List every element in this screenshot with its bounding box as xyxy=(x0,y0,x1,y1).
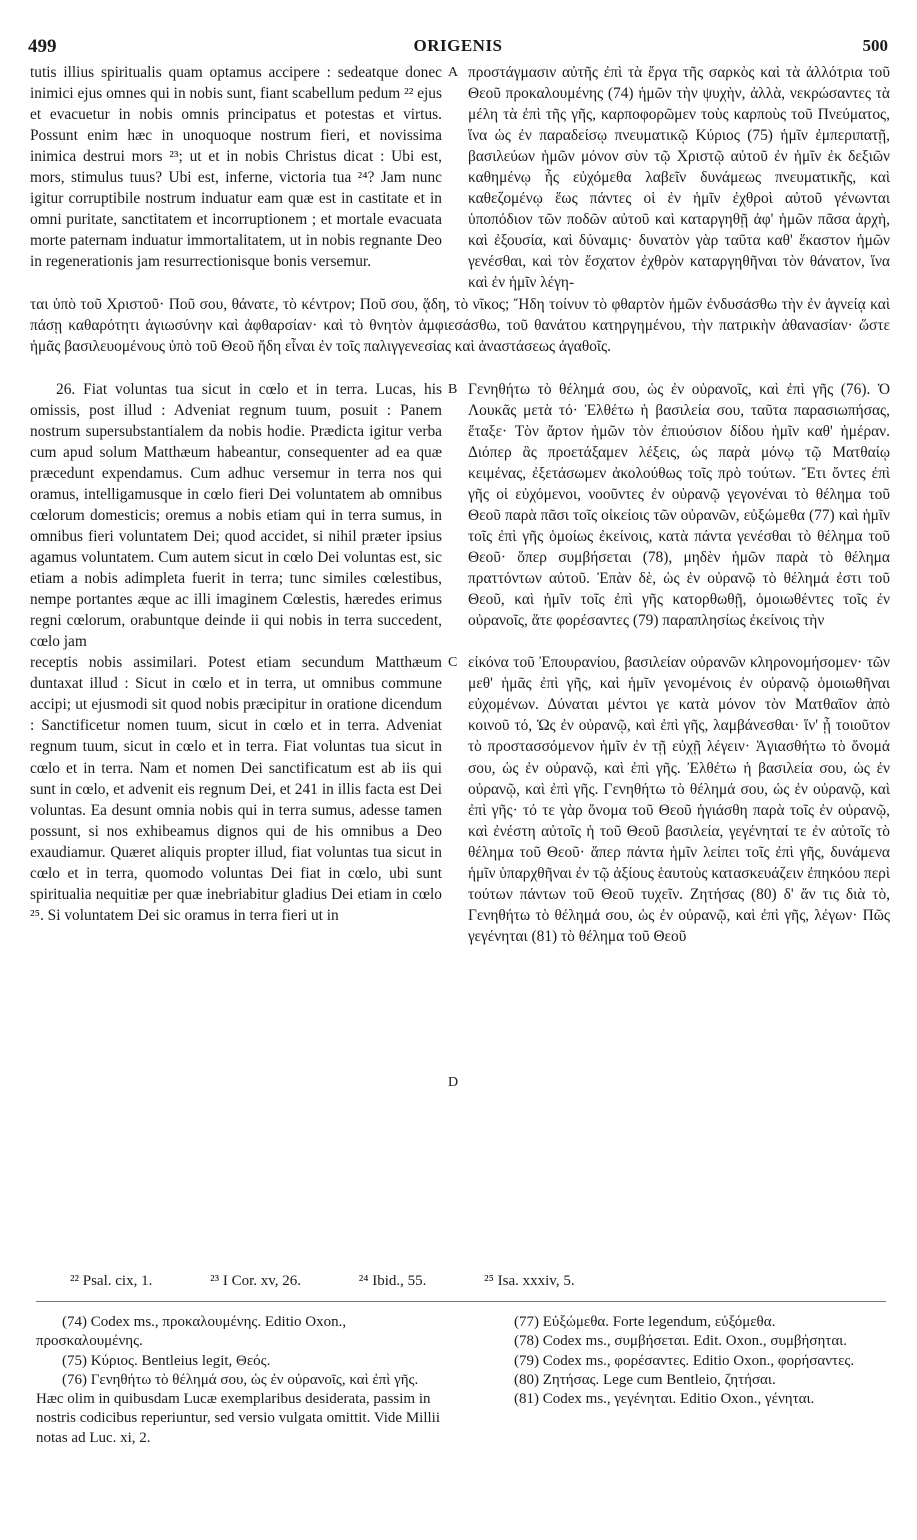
page-number-right: 500 xyxy=(862,36,888,55)
margin-marker-a: A xyxy=(448,65,459,80)
note-74: (74) Codex ms., προκαλουμένης. Editio Oxon., προσκαλουμένης. xyxy=(36,1314,347,1350)
greek-column-section-one: προστάγμασιν αὐτῆς ἐπὶ τὰ ἔργα τῆς σαρκὸς καὶ τὰ ἀλλότρια τοῦ Θεοῦ προκαλουμένης (74) ἡμῶν τὴν ψυχὴν, ἀλλὰ, νεκρώσαντες τὰ μέλη τὰ ἐπὶ τῆς γῆς, καρποφορῶμεν τοὺς καρποὺς τοῦ Πνεύματος, ἵνα ὡς ἐν παραδείσῳ πνευματικῷ Κύριος (75) ἡμῖν ἐμπεριπατῇ, βασιλεύων ἡμῶν μόνον σὺν τῷ Χριστῷ αὐτοῦ ἐν ἡμῖν ἐκ δεξιῶν καθημένῳ ἧς εὐχόμεθα λαβεῖν δυνάμεως πνευματικῆς, καὶ καθεζομένῳ ἕως πάντες οἱ ἐν ἡμῖν ἐχθροὶ αὐτοῦ γένωνται ὑποπόδιον τῶν ποδῶν αὐτοῦ καὶ καταργηθῇ ἀφ' ἡμῶν πᾶσα ἀρχὴ, καὶ ἐξουσία, καὶ δύναμις· δυνατὸν γὰρ ταῦτα καθ' ἕκαστον ἡμῶν γενέσθαι, καὶ τὸν ἔσχατον ἐχθρὸν καταργηθῆναι τὸν θάνατον, ἵνα καὶ ἐν ἡμῖν λέγη- xyxy=(468,64,890,292)
margin-marker-c: C xyxy=(448,655,458,671)
latin-column-section-one: tutis illius spiritualis quam optamus accipere : sedeatque donec inimici ejus omnes qui in nobis sunt, fiant scabellum pedum ²² ejus et evacuetur in nobis omnis principatus et potestas et virtus. Possunt enim hæc in unoquoque nostrum fieri, et novissima inimica destrui mors ²³; ut et in nobis Christus dicat : Ubi est, mors, stimulus tuus? Ubi est, inferne, victoria tua ²⁴? Jam nunc igitur corruptibile nostrum induatur eam quæ est in castitate et in omni puritate, sanctitatem et incorruptionem ; et mortale evacuata morte paternam induatur immortalitatem, ut in nobis regnante Deo in regenerationis jam resurrectionisque bonis versemur. xyxy=(30,64,442,271)
scripture-ref: ²⁵ Isa. xxxiv, 5. xyxy=(484,1273,575,1289)
page-number-left: 499 xyxy=(28,36,57,57)
section-two-c-columns xyxy=(30,652,890,1091)
greek-column-section-c: εἰκόνα τοῦ Ἐπουρανίου, βασιλείαν οὐρανῶν κληρονομήσομεν· τῶν μεθ' ἡμᾶς ἐπὶ γῆς, καὶ ἡμῖν γενομένοις ἐν οὐρανῷ ὁμοιωθῆναι εὐχομένων. Δύναται μέντοι γε κατὰ μόνον τὸν Ματθαῖον ἀπὸ κοινοῦ τό, Ὡς ἐν οὐρανῷ, καὶ ἐπὶ γῆς, λαμβάνεσθαι· ἵν' ᾖ τοιοῦτον τὸ προστασσόμενον ἡμῖν ἐν τῇ εὐχῇ λέγειν· Ἁγιασθήτω τὸ ὄνομά σου, ὡς ἐν οὐρανῷ, καὶ ἐπὶ γῆς. Ἐλθέτω ἡ βασιλεία σου, ὡς ἐν οὐρανῷ, καὶ ἐπὶ γῆς. Γενηθήτω τὸ θέλημά σου, ὡς ἐν οὐρανῷ, καὶ ἐπὶ γῆς· τό τε γὰρ ὄνομα τοῦ Θεοῦ ἡγιάσθη παρὰ τοῖς ἐν οὐρανῷ, καὶ ἐνέστη αὐτοῖς ἡ τοῦ Θεοῦ βασιλεία, γεγένηταί τε ἐν αὐτοῖς τὸ θέλημα τοῦ Θεοῦ· ἅπερ πάντα ἡμῖν λείπει τοῖς ἐπὶ γῆς, δυνάμενα ἡμῖν ὑπαρχθῆναι ἐν τῷ ἀξίους ἑαυτοὺς κατασκευάζειν ἐπηκόου περὶ τούτων πάντων τοῦ Θεοῦ τυχεῖν. Ζητήσας (80) δ' ἄν τις διὰ τὸ, Γενηθήτω τὸ θέλημά σου, ὡς ἐν οὐρανῷ, καὶ ἐπὶ γῆς, λέγων· Πῶς γεγένηται (81) τὸ θέλημα τοῦ Θεοῦ xyxy=(468,654,890,945)
notes-right-column xyxy=(488,1313,868,1448)
note-76: (76) Γενηθήτω τὸ θέλημά σου, ὡς ἐν οὐρανοῖς, καὶ ἐπὶ γῆς. Hæc olim in quibusdam Lucæ exemplaribus desiderata, passim in nostris codicibus reperiuntur, sed versio vulgata omittit. Vide Millii notas ad Luc. xi, 2. xyxy=(36,1371,440,1446)
scripture-ref: ²⁴ Ibid., 55. xyxy=(358,1273,427,1289)
note-81: (81) Codex ms., γεγένηται. Editio Oxon., γένηται. xyxy=(514,1391,815,1408)
greek-full-width-paragraph: ται ὑπὸ τοῦ Χριστοῦ· Ποῦ σου, θάνατε, τὸ κέντρον; Ποῦ σου, ᾅδη, τὸ νῖκος; Ἤδη τοίνυν τὸ φθαρτὸν ἡμῶν ἐνδυσάσθω τὴν ἐν ἁγνείᾳ καὶ πάσῃ καθαρότητι ἁγιωσύνην καὶ ἀφθαρσίαν· καὶ τὸ θνητὸν ἀμφιεσάσθω, τοῦ θανάτου κατηργημένου, τὴν πατρικὴν ἀθανασίαν· ὥστε ἡμᾶς βασιλευομένους ὑπὸ τοῦ Θεοῦ ἤδη εἶναι ἐν τοῖς παλιγγενεσίας καὶ ἀναστάσεως ἀγαθοῖς. xyxy=(30,295,890,355)
greek-column-section-b: Γενηθήτω τὸ θέλημά σου, ὡς ἐν οὐρανοῖς, καὶ ἐπὶ γῆς (76). Ὁ Λουκᾶς μετὰ τό· Ἐλθέτω ἡ βασιλεία σου, ταῦτα παρασιωπήσας, ἔταξε· Τὸν ἄρτον ἡμῶν τὸν ἐπιούσιον δίδου ἡμῖν καθ' ἡμέραν. Διόπερ ἃς προετάξαμεν λέξεις, ὡς παρὰ μόνῳ τῷ Ματθαίῳ κειμένας, ἐξετάσωμεν ἀκολούθως τοῖς πρὸ τούτων. Ἔτι ὄντες ἐπὶ γῆς οἱ εὐχόμενοι, νοοῦντες ἐν οὐρανῷ γεγονέναι τὸ θέλημα τοῦ Θεοῦ παρὰ πᾶσι τοῖς οἰκείοις τῶν οὐρανῶν, εὐξώμεθα (77) καὶ ἡμῖν τοῖς ἐπὶ γῆς ὁμοίως ἐκείνοις, κατὰ πάντα γενέσθαι τὸ θέλημα τοῦ Θεοῦ· ὅπερ συμβήσεται (78), μηδὲν ἡμῶν παρὰ τὸ θέλημα πραττόντων αὐτοῦ. Ἐπὰν δὲ, ὡς ἐν οὐρανῷ τὸ θέλημά ἐστι τοῦ Θεοῦ, καὶ ἡμῖν τοῖς ἐπὶ γῆς κατορθωθῇ, ὁμοιωθέντες τοῖς ἐν οὐρανοῖς, ἅτε φορέσαντες (79) παραπλησίως ἐκείνοις τὴν xyxy=(468,380,890,630)
latin-column-section-b: 26. Fiat voluntas tua sicut in cœlo et in terra. Lucas, his omissis, post illud : Adveniat regnum tuum, posuit : Panem nostrum supersubstantialem da nobis hodie. Prædicta igitur verba cum apud solum Matthæum habeantur, consequenter ad ea quæ præcedunt expendamus. Cum adhuc versemur in terra nos qui oramus, intelligamusque in cœlo fieri Dei voluntatem ab omnibus cœlorum domesticis; oremus a nobis etiam qui in terra sumus, in omnibus fieri voluntatem Dei; quod accidet, si nihil præter ipsius agamus voluntatem. Cum autem sicut in cœlo Dei voluntas est, sic etiam a nobis adimpleta fuerit in terra; tunc similes cœlestibus, nempe portantes æque ac illi imaginem Cœlestis, hæredes erimus regni cœlorum, orabuntque deinde ii qui nobis in terra succedent, cœlo jam xyxy=(30,380,442,651)
text-body xyxy=(30,62,890,1091)
note-75: (75) Κύριος. Bentleius legit, Θεός. xyxy=(62,1352,271,1369)
latin-column-section-c: receptis nobis assimilari. Potest etiam secundum Matthæum duntaxat illud : Sicut in cœlo et in terra, ut omnibus commune accipi; ut ejusmodi sit quod nobis præcipitur in oratione dicendum : Sanctificetur nomen tuum, sicut in cœlo et in terra. Adveniat regnum tuum, sicut in cœlo et in terra. Fiat voluntas tua sicut in cœlo et in terra. Nam et nomen Dei sanctificatum est ab iis qui sunt in cœlo, et advenit eis regnum Dei, et 241 in illis facta est Dei voluntas. Ea desunt omnia nobis qui in terra sumus, adesse tamen possunt, si nos exhibeamus dignos qui de his omnibus a Deo exaudiamur. Quæret aliquis propter illud, fiat voluntas tua sicut in cœlo et in terra, quomodo voluntas Dei fiat in cœlo, ubi sunt spiritualia nequitiæ per quæ inebriabitur gladius Dei etiam in cœlo ²⁵. Si voluntatem Dei sic oramus in terra fieri ut in xyxy=(30,654,442,924)
footnote-divider xyxy=(36,1301,886,1302)
note-77: (77) Εὐξώμεθα. Forte legendum, εὐξόμεθα. xyxy=(514,1314,776,1330)
running-header xyxy=(28,36,888,60)
margin-marker-d: D xyxy=(448,1075,459,1091)
scripture-references xyxy=(70,1273,870,1290)
marker-column xyxy=(442,62,468,294)
section-one-columns xyxy=(30,62,890,294)
note-79: (79) Codex ms., φορέσαντες. Editio Oxon., φορήσαντες. xyxy=(514,1352,855,1369)
scripture-ref: ²² Psal. cix, 1. xyxy=(70,1273,153,1289)
margin-marker-b: B xyxy=(448,381,458,397)
notes-left-column xyxy=(36,1313,446,1448)
section-two-b-columns xyxy=(30,379,890,653)
scripture-ref: ²³ I Cor. xv, 26. xyxy=(210,1273,302,1289)
note-78: (78) Codex ms., συμβήσεται. Edit. Oxon., συμβήσηται. xyxy=(514,1333,847,1350)
critical-notes xyxy=(36,1313,896,1448)
running-title: ORIGENIS xyxy=(413,36,503,55)
note-80: (80) Ζητήσας. Lege cum Bentleio, ζητήσαι. xyxy=(514,1371,776,1388)
